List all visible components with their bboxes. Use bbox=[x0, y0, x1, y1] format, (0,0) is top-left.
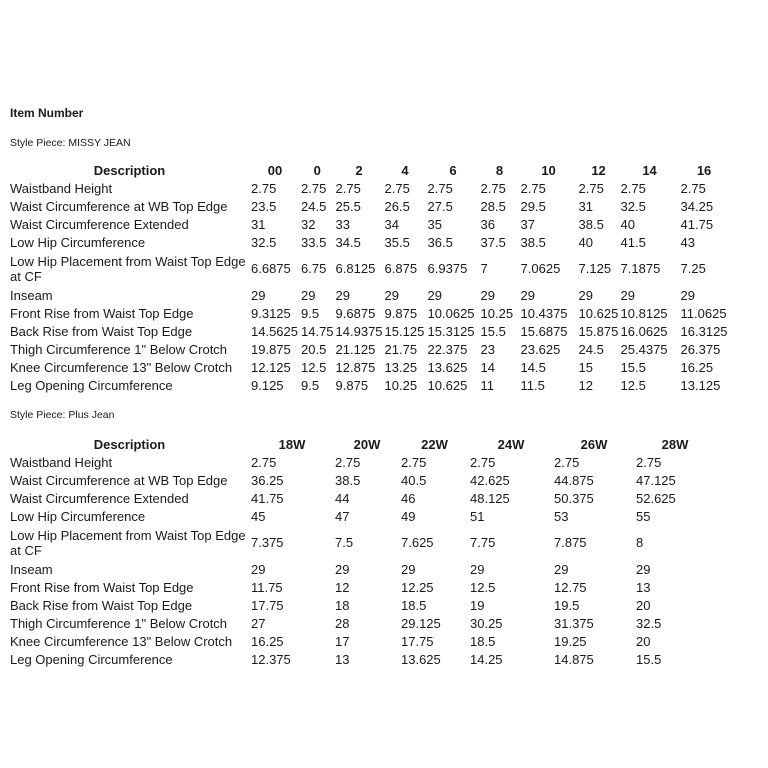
missy-measurement-cell: 36.5 bbox=[427, 235, 453, 251]
missy-measurement-cell: 40 bbox=[578, 235, 594, 251]
plus-size-header: 26W bbox=[580, 436, 608, 452]
plus-table-row bbox=[8, 508, 714, 526]
missy-measurement-cell: 25.4375 bbox=[620, 342, 668, 358]
plus-table-row bbox=[8, 526, 714, 560]
missy-table-row bbox=[8, 304, 728, 322]
plus-measurement-cell: 7.875 bbox=[554, 535, 587, 551]
missy-measurement-cell: 10.25 bbox=[480, 305, 514, 321]
missy-description-header: Description bbox=[93, 162, 166, 178]
missy-measurement-cell: 40 bbox=[620, 217, 636, 233]
plus-spec-table bbox=[8, 435, 714, 669]
missy-row-label: Back Rise from Waist Top Edge bbox=[10, 323, 193, 339]
missy-measurement-cell: 35.5 bbox=[384, 235, 410, 251]
plus-measurement-cell: 7.75 bbox=[470, 535, 496, 551]
plus-table-row bbox=[8, 651, 714, 669]
missy-measurement-cell: 32 bbox=[301, 217, 316, 233]
plus-measurement-cell: 19.25 bbox=[554, 634, 587, 650]
plus-row-label: Waist Circumference Extended bbox=[10, 491, 189, 507]
missy-measurement-cell: 2.75 bbox=[335, 180, 361, 196]
plus-measurement-cell: 47 bbox=[335, 509, 350, 525]
plus-measurement-cell: 19 bbox=[470, 597, 485, 613]
missy-measurement-cell: 43 bbox=[680, 235, 696, 251]
plus-table-row bbox=[8, 596, 714, 614]
missy-measurement-cell: 2.75 bbox=[578, 180, 604, 196]
missy-measurement-cell: 38.5 bbox=[578, 217, 604, 233]
missy-measurement-cell: 6.875 bbox=[384, 261, 418, 277]
missy-row-label: Front Rise from Waist Top Edge bbox=[10, 305, 194, 321]
plus-measurement-cell: 7.625 bbox=[401, 535, 434, 551]
plus-size-header: 18W bbox=[278, 436, 306, 452]
plus-measurement-cell: 53 bbox=[554, 509, 569, 525]
missy-measurement-cell: 12.5 bbox=[620, 378, 646, 394]
missy-measurement-cell: 15.6875 bbox=[520, 323, 568, 339]
missy-table-row bbox=[8, 216, 728, 234]
missy-measurement-cell: 38.5 bbox=[520, 235, 546, 251]
plus-size-header: 28W bbox=[661, 436, 689, 452]
plus-row-label: Low Hip Placement from Waist Top Edge at CF bbox=[10, 527, 246, 558]
plus-measurement-cell: 8 bbox=[636, 535, 644, 551]
missy-measurement-cell: 11.0625 bbox=[680, 305, 727, 321]
plus-measurement-cell: 51 bbox=[470, 509, 485, 525]
plus-measurement-cell: 31.375 bbox=[554, 616, 594, 632]
plus-measurement-cell: 12.25 bbox=[401, 579, 434, 595]
missy-measurement-cell: 6.6875 bbox=[251, 261, 291, 277]
missy-measurement-cell: 11.5 bbox=[520, 378, 545, 394]
missy-measurement-cell: 23.625 bbox=[520, 342, 561, 358]
missy-table-row bbox=[8, 179, 728, 197]
missy-measurement-cell: 14.5625 bbox=[251, 323, 298, 339]
missy-measurement-cell: 14.9375 bbox=[335, 323, 383, 339]
plus-measurement-cell: 13.625 bbox=[401, 652, 441, 668]
plus-measurement-cell: 17.75 bbox=[251, 597, 284, 613]
plus-table-row bbox=[8, 633, 714, 651]
plus-measurement-cell: 32.5 bbox=[636, 616, 662, 632]
plus-measurement-cell: 30.25 bbox=[470, 616, 503, 632]
missy-table-row bbox=[8, 197, 728, 215]
missy-size-header: 4 bbox=[401, 162, 409, 178]
missy-size-header: 6 bbox=[449, 162, 457, 178]
missy-measurement-cell: 29 bbox=[520, 287, 536, 303]
plus-measurement-cell: 13 bbox=[335, 652, 350, 668]
plus-measurement-cell: 38.5 bbox=[335, 472, 361, 488]
missy-style-label: Style Piece: MISSY JEAN bbox=[10, 137, 131, 149]
plus-row-label: Front Rise from Waist Top Edge bbox=[10, 579, 194, 595]
missy-measurement-cell: 2.75 bbox=[680, 180, 706, 196]
missy-measurement-cell: 10.8125 bbox=[620, 305, 668, 321]
missy-measurement-cell: 15 bbox=[578, 360, 594, 376]
missy-measurement-cell: 2.75 bbox=[301, 180, 327, 196]
missy-measurement-cell: 9.5 bbox=[301, 378, 320, 394]
plus-measurement-cell: 7.5 bbox=[335, 535, 354, 551]
missy-measurement-cell: 37 bbox=[520, 217, 536, 233]
missy-measurement-cell: 19.875 bbox=[251, 342, 291, 358]
missy-measurement-cell: 41.5 bbox=[620, 235, 646, 251]
missy-measurement-cell: 9.875 bbox=[335, 378, 369, 394]
missy-size-header: 2 bbox=[355, 162, 363, 178]
plus-measurement-cell: 2.75 bbox=[401, 454, 427, 470]
missy-measurement-cell: 21.125 bbox=[335, 342, 376, 358]
plus-row-label: Waistband Height bbox=[10, 454, 113, 470]
missy-measurement-cell: 20.5 bbox=[301, 342, 327, 358]
missy-size-header: 10 bbox=[541, 162, 556, 178]
missy-row-label: Waist Circumference Extended bbox=[10, 217, 189, 233]
missy-spec-table bbox=[8, 161, 728, 395]
plus-measurement-cell: 2.75 bbox=[636, 454, 662, 470]
plus-measurement-cell: 40.5 bbox=[401, 472, 427, 488]
missy-row-label: Knee Circumference 13" Below Crotch bbox=[10, 360, 233, 376]
plus-header-row bbox=[8, 435, 714, 453]
plus-measurement-cell: 27 bbox=[251, 616, 266, 632]
missy-measurement-cell: 31 bbox=[578, 198, 594, 214]
plus-measurement-cell: 44.875 bbox=[554, 472, 594, 488]
missy-measurement-cell: 23.5 bbox=[251, 198, 277, 214]
plus-measurement-cell: 12.5 bbox=[470, 579, 496, 595]
missy-measurement-cell: 29 bbox=[680, 287, 696, 303]
missy-row-label: Thigh Circumference 1" Below Crotch bbox=[10, 342, 228, 358]
missy-measurement-cell: 14.75 bbox=[301, 323, 334, 339]
missy-measurement-cell: 29.5 bbox=[520, 198, 546, 214]
plus-row-label: Waist Circumference at WB Top Edge bbox=[10, 472, 228, 488]
missy-measurement-cell: 29 bbox=[427, 287, 443, 303]
plus-measurement-cell: 18.5 bbox=[401, 597, 427, 613]
missy-row-label: Leg Opening Circumference bbox=[10, 378, 173, 394]
missy-measurement-cell: 10.0625 bbox=[427, 305, 475, 321]
missy-row-label: Low Hip Placement from Waist Top Edge at CF bbox=[10, 253, 246, 284]
missy-measurement-cell: 24.5 bbox=[578, 342, 604, 358]
plus-measurement-cell: 11.75 bbox=[251, 579, 283, 595]
plus-measurement-cell: 41.75 bbox=[251, 491, 284, 507]
plus-measurement-cell: 29 bbox=[401, 561, 416, 577]
plus-row-label: Knee Circumference 13" Below Crotch bbox=[10, 634, 233, 650]
plus-measurement-cell: 2.75 bbox=[470, 454, 496, 470]
missy-table-row bbox=[8, 234, 728, 252]
missy-measurement-cell: 21.75 bbox=[384, 342, 418, 358]
missy-measurement-cell: 10.625 bbox=[578, 305, 619, 321]
missy-measurement-cell: 29 bbox=[301, 287, 316, 303]
plus-measurement-cell: 42.625 bbox=[470, 472, 510, 488]
missy-measurement-cell: 29 bbox=[578, 287, 594, 303]
missy-measurement-cell: 29 bbox=[620, 287, 636, 303]
plus-row-label: Back Rise from Waist Top Edge bbox=[10, 597, 193, 613]
missy-measurement-cell: 9.6875 bbox=[335, 305, 376, 321]
plus-measurement-cell: 14.875 bbox=[554, 652, 594, 668]
plus-measurement-cell: 29 bbox=[470, 561, 485, 577]
plus-measurement-cell: 15.5 bbox=[636, 652, 662, 668]
plus-table-row bbox=[8, 471, 714, 489]
plus-measurement-cell: 19.5 bbox=[554, 597, 580, 613]
missy-row-label: Low Hip Circumference bbox=[10, 235, 146, 251]
plus-measurement-cell: 44 bbox=[335, 491, 350, 507]
missy-measurement-cell: 2.75 bbox=[520, 180, 546, 196]
missy-measurement-cell: 16.3125 bbox=[680, 323, 728, 339]
missy-measurement-cell: 28.5 bbox=[480, 198, 506, 214]
plus-measurement-cell: 29 bbox=[335, 561, 350, 577]
plus-size-header: 22W bbox=[421, 436, 448, 452]
missy-measurement-cell: 2.75 bbox=[620, 180, 646, 196]
missy-table-row bbox=[8, 377, 728, 395]
missy-measurement-cell: 6.8125 bbox=[335, 261, 376, 277]
plus-measurement-cell: 50.375 bbox=[554, 491, 594, 507]
plus-measurement-cell: 45 bbox=[251, 509, 266, 525]
missy-measurement-cell: 12 bbox=[578, 378, 594, 394]
plus-table-row bbox=[8, 560, 714, 578]
plus-measurement-cell: 47.125 bbox=[636, 472, 676, 488]
plus-measurement-cell: 18 bbox=[335, 597, 350, 613]
plus-measurement-cell: 28 bbox=[335, 616, 350, 632]
missy-measurement-cell: 2.75 bbox=[251, 180, 277, 196]
missy-size-header: 0 bbox=[313, 162, 321, 178]
missy-measurement-cell: 31 bbox=[251, 217, 266, 233]
plus-row-label: Low Hip Circumference bbox=[10, 509, 146, 525]
missy-measurement-cell: 9.5 bbox=[301, 305, 320, 321]
plus-measurement-cell: 36.25 bbox=[251, 472, 284, 488]
plus-table-body bbox=[8, 453, 714, 669]
missy-measurement-cell: 32.5 bbox=[251, 235, 277, 251]
missy-measurement-cell: 12.5 bbox=[301, 360, 327, 376]
missy-measurement-cell: 15.875 bbox=[578, 323, 619, 339]
missy-measurement-cell: 14.5 bbox=[520, 360, 546, 376]
missy-measurement-cell: 25.5 bbox=[335, 198, 361, 214]
plus-row-label: Leg Opening Circumference bbox=[10, 652, 173, 668]
missy-measurement-cell: 22.375 bbox=[427, 342, 468, 358]
missy-measurement-cell: 6.75 bbox=[301, 261, 327, 277]
missy-measurement-cell: 32.5 bbox=[620, 198, 646, 214]
missy-measurement-cell: 14 bbox=[480, 360, 496, 376]
missy-measurement-cell: 29 bbox=[480, 287, 496, 303]
missy-measurement-cell: 13.25 bbox=[384, 360, 418, 376]
missy-measurement-cell: 33.5 bbox=[301, 235, 327, 251]
plus-measurement-cell: 14.25 bbox=[470, 652, 503, 668]
plus-table-row bbox=[8, 490, 714, 508]
missy-measurement-cell: 2.75 bbox=[427, 180, 453, 196]
plus-measurement-cell: 49 bbox=[401, 509, 416, 525]
plus-measurement-cell: 7.375 bbox=[251, 535, 284, 551]
missy-measurement-cell: 26.375 bbox=[680, 342, 721, 358]
plus-measurement-cell: 12.75 bbox=[554, 579, 587, 595]
missy-measurement-cell: 24.5 bbox=[301, 198, 327, 214]
missy-row-label: Waist Circumference at WB Top Edge bbox=[10, 198, 228, 214]
plus-measurement-cell: 20 bbox=[636, 597, 651, 613]
missy-row-label: Inseam bbox=[10, 287, 53, 303]
plus-measurement-cell: 55 bbox=[636, 509, 651, 525]
missy-size-header: 14 bbox=[642, 162, 657, 178]
missy-size-header: 00 bbox=[267, 162, 283, 178]
missy-table-row bbox=[8, 252, 728, 286]
plus-table-row bbox=[8, 578, 714, 596]
plus-measurement-cell: 17.75 bbox=[401, 634, 434, 650]
missy-size-header: 12 bbox=[591, 162, 606, 178]
missy-measurement-cell: 10.625 bbox=[427, 378, 468, 394]
missy-size-header: 16 bbox=[696, 162, 712, 178]
missy-table-row bbox=[8, 341, 728, 359]
plus-row-label: Inseam bbox=[10, 561, 53, 577]
missy-measurement-cell: 10.25 bbox=[384, 378, 418, 394]
missy-measurement-cell: 16.0625 bbox=[620, 323, 668, 339]
missy-measurement-cell: 7.1875 bbox=[620, 261, 661, 277]
plus-measurement-cell: 29.125 bbox=[401, 616, 441, 632]
plus-measurement-cell: 16.25 bbox=[251, 634, 284, 650]
plus-row-label: Thigh Circumference 1" Below Crotch bbox=[10, 616, 228, 632]
missy-measurement-cell: 9.3125 bbox=[251, 305, 291, 321]
missy-measurement-cell: 6.9375 bbox=[427, 261, 468, 277]
missy-measurement-cell: 9.125 bbox=[251, 378, 284, 394]
missy-measurement-cell: 29 bbox=[251, 287, 266, 303]
missy-measurement-cell: 10.4375 bbox=[520, 305, 568, 321]
missy-measurement-cell: 34 bbox=[384, 217, 400, 233]
missy-measurement-cell: 11 bbox=[480, 378, 495, 394]
plus-style-label: Style Piece: Plus Jean bbox=[10, 409, 115, 421]
plus-measurement-cell: 29 bbox=[251, 561, 266, 577]
missy-measurement-cell: 34.25 bbox=[680, 198, 714, 214]
missy-row-label: Waistband Height bbox=[10, 180, 113, 196]
plus-measurement-cell: 18.5 bbox=[470, 634, 496, 650]
plus-measurement-cell: 52.625 bbox=[636, 491, 676, 507]
missy-header-row bbox=[8, 161, 728, 179]
missy-measurement-cell: 7.125 bbox=[578, 261, 612, 277]
missy-table-body bbox=[8, 179, 728, 395]
plus-size-header: 24W bbox=[497, 436, 525, 452]
plus-measurement-cell: 17 bbox=[335, 634, 350, 650]
missy-measurement-cell: 36 bbox=[480, 217, 496, 233]
missy-measurement-cell: 15.3125 bbox=[427, 323, 475, 339]
plus-description-header: Description bbox=[93, 436, 166, 452]
missy-measurement-cell: 2.75 bbox=[480, 180, 506, 196]
missy-measurement-cell: 7.25 bbox=[680, 261, 706, 277]
missy-measurement-cell: 16.25 bbox=[680, 360, 714, 376]
missy-measurement-cell: 33 bbox=[335, 217, 351, 233]
missy-measurement-cell: 7 bbox=[480, 261, 488, 277]
missy-measurement-cell: 37.5 bbox=[480, 235, 506, 251]
missy-measurement-cell: 26.5 bbox=[384, 198, 410, 214]
missy-measurement-cell: 29 bbox=[384, 287, 400, 303]
plus-measurement-cell: 29 bbox=[636, 561, 651, 577]
plus-measurement-cell: 2.75 bbox=[554, 454, 580, 470]
missy-table-row bbox=[8, 359, 728, 377]
plus-measurement-cell: 20 bbox=[636, 634, 651, 650]
plus-measurement-cell: 2.75 bbox=[251, 454, 277, 470]
missy-measurement-cell: 27.5 bbox=[427, 198, 453, 214]
missy-measurement-cell: 13.125 bbox=[680, 378, 721, 394]
missy-measurement-cell: 9.875 bbox=[384, 305, 418, 321]
missy-measurement-cell: 23 bbox=[480, 342, 496, 358]
plus-measurement-cell: 46 bbox=[401, 491, 416, 507]
plus-size-header: 20W bbox=[353, 436, 381, 452]
plus-measurement-cell: 12.375 bbox=[251, 652, 291, 668]
missy-measurement-cell: 29 bbox=[335, 287, 351, 303]
plus-measurement-cell: 2.75 bbox=[335, 454, 361, 470]
plus-measurement-cell: 48.125 bbox=[470, 491, 510, 507]
missy-measurement-cell: 34.5 bbox=[335, 235, 361, 251]
missy-measurement-cell: 15.5 bbox=[620, 360, 646, 376]
plus-measurement-cell: 12 bbox=[335, 579, 350, 595]
plus-measurement-cell: 13 bbox=[636, 579, 651, 595]
plus-measurement-cell: 29 bbox=[554, 561, 569, 577]
missy-size-header: 8 bbox=[495, 162, 504, 178]
missy-measurement-cell: 15.5 bbox=[480, 323, 506, 339]
missy-measurement-cell: 13.625 bbox=[427, 360, 468, 376]
missy-measurement-cell: 12.125 bbox=[251, 360, 291, 376]
missy-measurement-cell: 41.75 bbox=[680, 217, 714, 233]
missy-table-row bbox=[8, 322, 728, 340]
missy-measurement-cell: 7.0625 bbox=[520, 261, 561, 277]
missy-table-row bbox=[8, 286, 728, 304]
missy-measurement-cell: 12.875 bbox=[335, 360, 376, 376]
plus-table-row bbox=[8, 615, 714, 633]
missy-measurement-cell: 35 bbox=[427, 217, 443, 233]
plus-table-row bbox=[8, 453, 714, 471]
missy-measurement-cell: 15.125 bbox=[384, 323, 425, 339]
item-number-heading: Item Number bbox=[10, 106, 84, 120]
missy-measurement-cell: 2.75 bbox=[384, 180, 410, 196]
